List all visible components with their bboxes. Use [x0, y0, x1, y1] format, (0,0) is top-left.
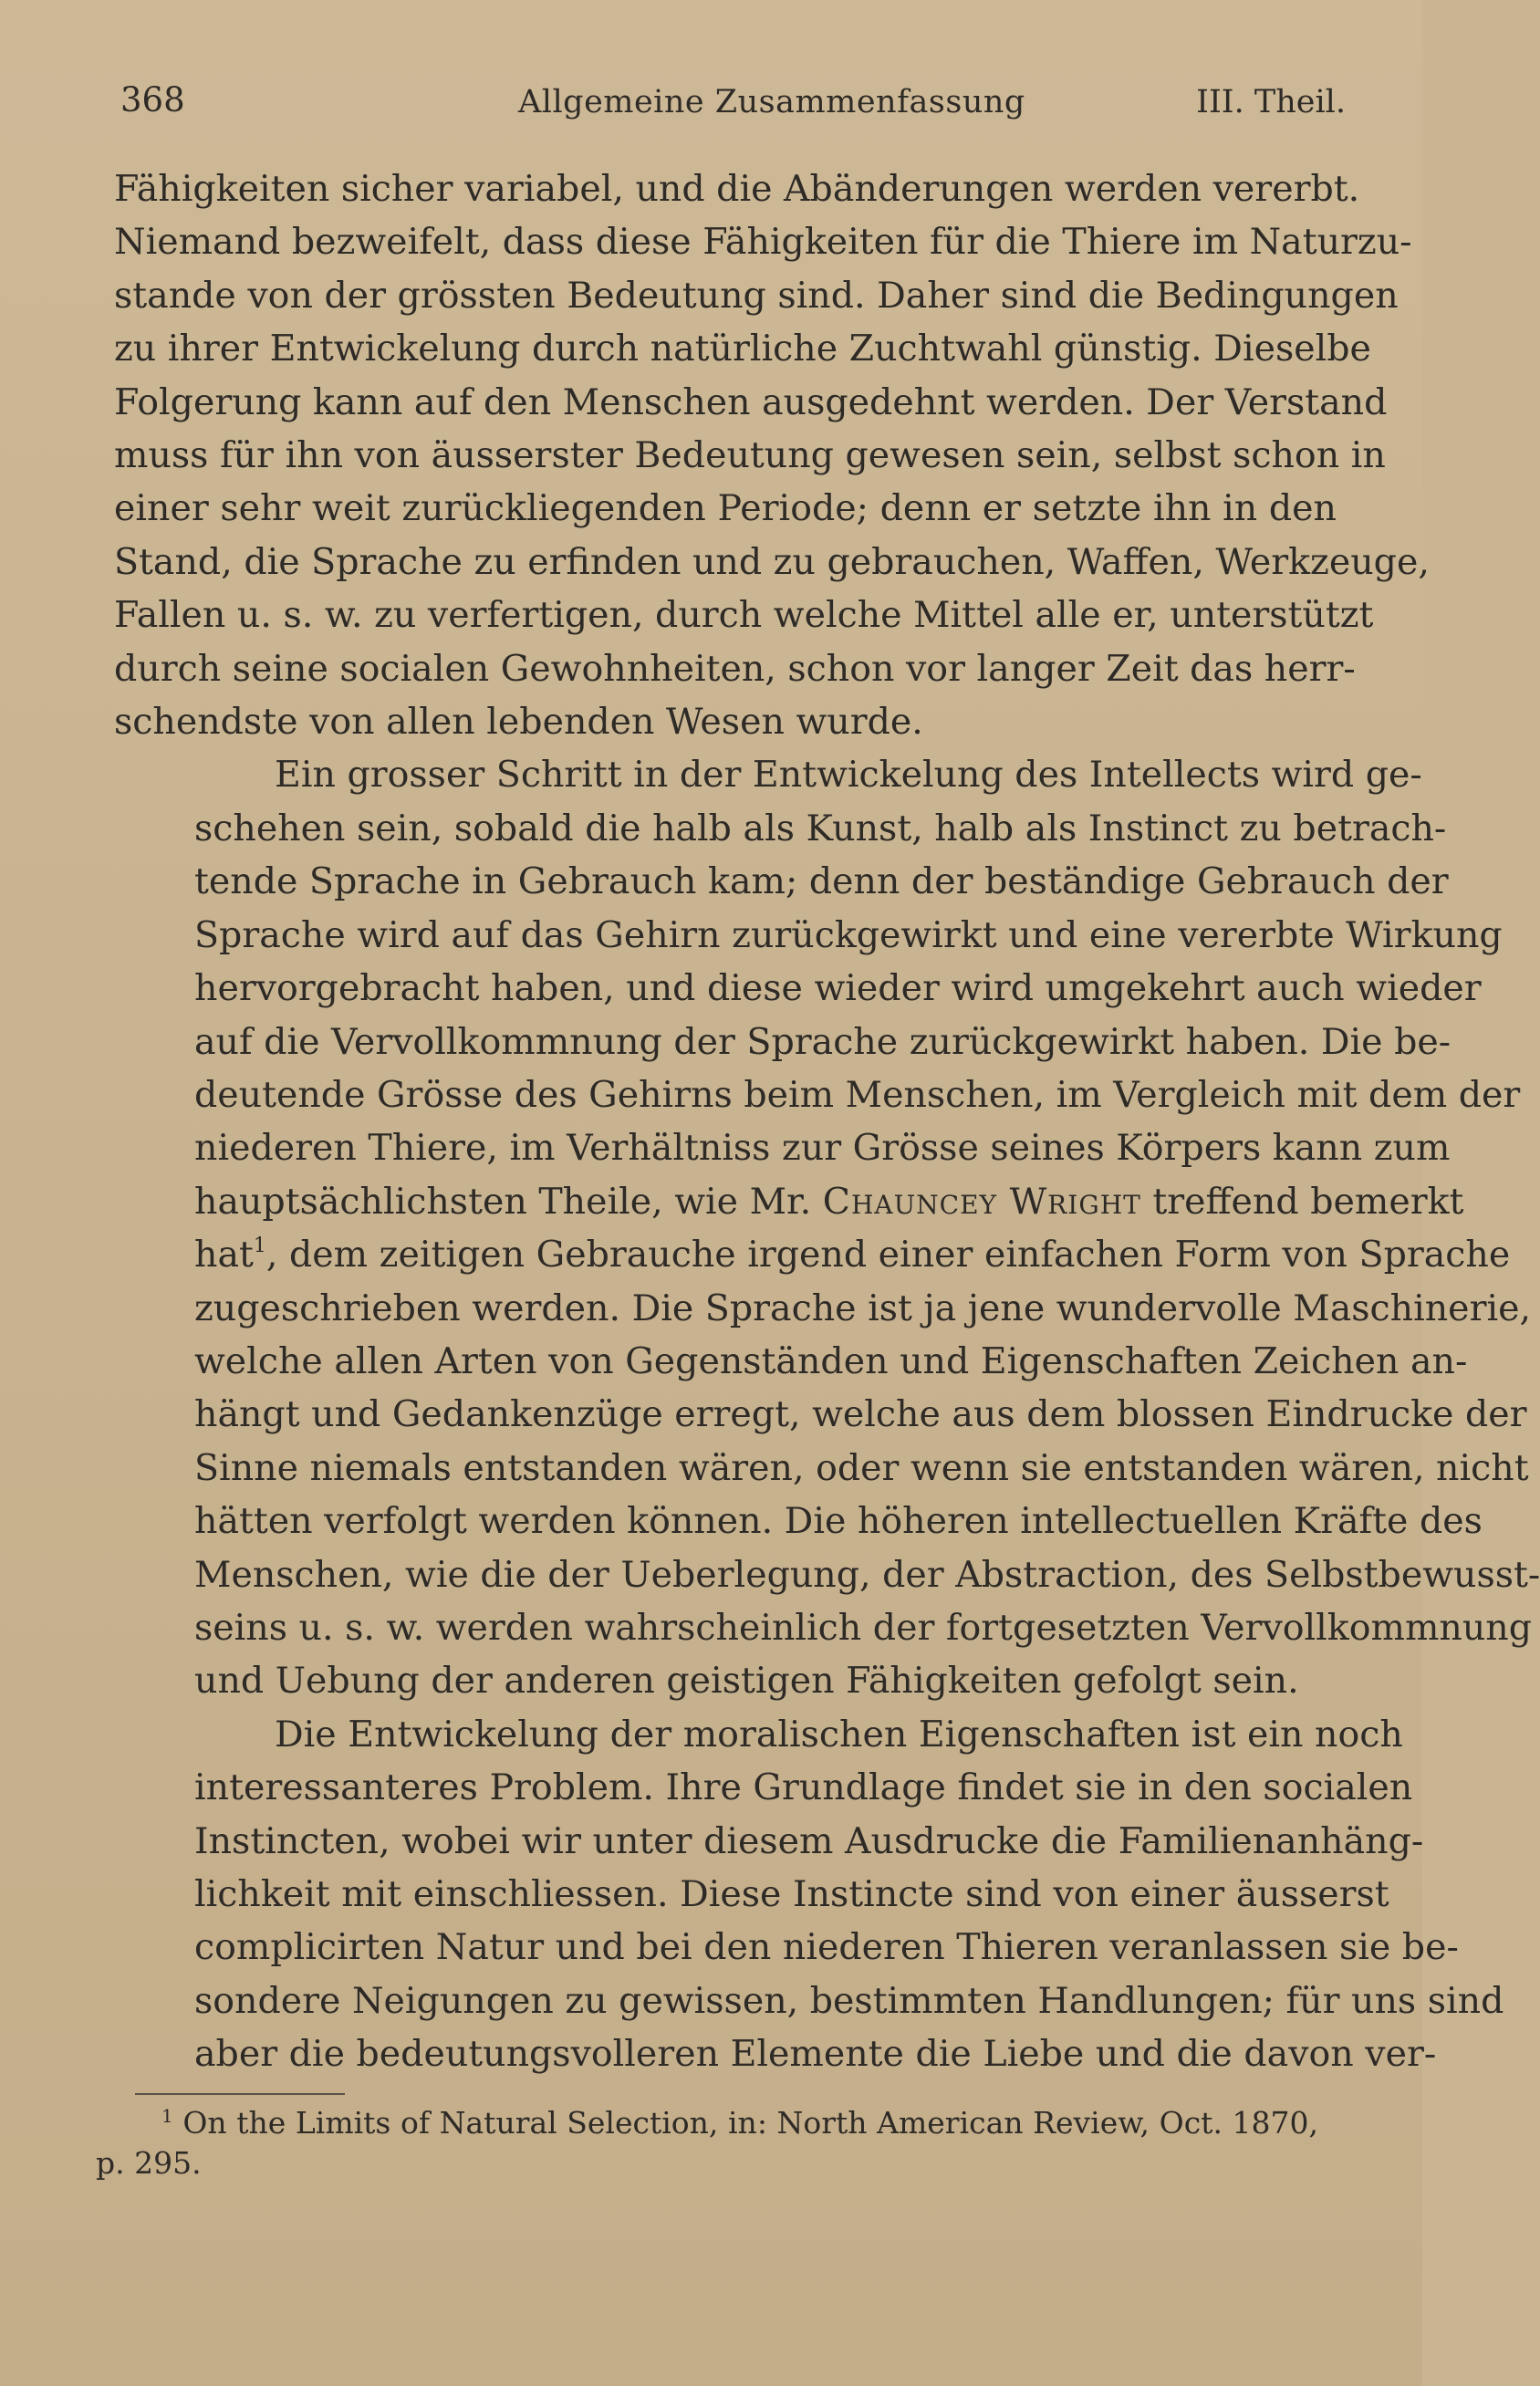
text-line: interessanteres Problem. Ihre Grundlage findet sie in den socialen: [194, 1766, 1413, 1809]
text-line: Instincten, wobei wir unter diesem Ausdrucke die Familienanhäng-: [194, 1819, 1424, 1862]
text-line: Folgerung kann auf den Menschen ausgedehnt werden. Der Verstand: [114, 380, 1388, 423]
text-line: stande von der grössten Bedeutung sind. Daher sind die Bedingungen: [114, 274, 1399, 317]
text-line-with-footnote-ref: [114, 1228, 1511, 1281]
paragraph: [114, 748, 1540, 1707]
text-line: complicirten Natur und bei den niederen Thieren veranlassen sie be-: [194, 1926, 1459, 1969]
text-line: zugeschrieben werden. Die Sprache ist ja jene wundervolle Maschinerie,: [194, 1287, 1532, 1329]
paragraph: [114, 162, 1430, 748]
text-line: Stand, die Sprache zu erfinden und zu gebrauchen, Waffen, Werkzeuge,: [114, 540, 1430, 583]
text-line: Die Entwickelung der moralischen Eigenschaften ist ein noch: [275, 1713, 1403, 1756]
footnote-mark: 1: [161, 2105, 173, 2127]
text-line: welche allen Arten von Gegenständen und Eigenschaften Zeichen an-: [194, 1339, 1468, 1382]
running-title: Allgemeine Zusammenfassung: [518, 84, 1025, 120]
text-line: hätten verfolgt werden können. Die höheren intellectuellen Kräfte des: [194, 1500, 1483, 1543]
text-line: schendste von allen lebenden Wesen wurde.: [114, 701, 923, 744]
text-line: deutende Grösse des Gehirns beim Menschen, im Vergleich mit dem der: [194, 1073, 1521, 1116]
author-name: Chauncey Wright: [822, 1180, 1141, 1223]
chapter-label: III. Theil.: [1196, 84, 1346, 120]
text-line: lichkeit mit einschliessen. Diese Instincte sind von einer äusserst: [194, 1873, 1389, 1915]
paragraph: [114, 1708, 1504, 2081]
text-line: niederen Thiere, im Verhältniss zur Grösse seines Körpers kann zum: [194, 1127, 1451, 1170]
text-line: Ein grosser Schritt in der Entwickelung des Intellects wird ge-: [275, 754, 1422, 797]
footnote-divider: [135, 2093, 345, 2095]
text-line: Fallen u. s. w. zu verfertigen, durch welche Mittel alle er, unterstützt: [114, 594, 1374, 637]
text-line: und Uebung der anderen geistigen Fähigkeiten gefolgt sein.: [194, 1660, 1299, 1703]
text-line: Menschen, wie die der Ueberlegung, der Abstraction, des Selbstbewusst-: [194, 1553, 1540, 1596]
text-segment: , dem zeitigen Gebrauche irgend einer einfachen Form von Sprache: [265, 1234, 1511, 1276]
text-line: einer sehr weit zurückliegenden Periode; denn er setzte ihn in den: [114, 487, 1337, 530]
text-line: Fähigkeiten sicher variabel, und die Abänderungen werden vererbt.: [114, 168, 1360, 210]
text-segment: hat: [194, 1234, 254, 1276]
text-line: zu ihrer Entwickelung durch natürliche Zuchtwahl günstig. Dieselbe: [114, 328, 1371, 370]
page-body: [114, 162, 1540, 2081]
text-line: Niemand bezweifelt, dass diese Fähigkeiten für die Thiere im Naturzu-: [114, 221, 1412, 264]
text-segment: treffend bemerkt: [1140, 1180, 1464, 1223]
text-line: hängt und Gedankenzüge erregt, welche aus dem blossen Eindrucke der: [194, 1393, 1527, 1436]
text-line: aber die bedeutungsvolleren Elemente die Liebe und die davon ver-: [194, 2033, 1437, 2076]
text-line: Sprache wird auf das Gehirn zurückgewirkt und eine vererbte Wirkung: [194, 913, 1503, 956]
text-line: Sinne niemals entstanden wären, oder wenn sie entstanden wären, nicht: [194, 1446, 1529, 1489]
text-line: muss für ihn von äusserster Bedeutung gewesen sein, selbst schon in: [114, 434, 1386, 477]
footnote-text: On the Limits of Natural Selection, in: North American Review, Oct. 1870,: [182, 2105, 1318, 2141]
footnote: [96, 2103, 1318, 2183]
text-line-with-name: [114, 1175, 1464, 1228]
text-line: hervorgebracht haben, und diese wieder wird umgekehrt auch wieder: [194, 967, 1482, 1010]
text-segment: hauptsächlichsten Theile, wie Mr.: [194, 1180, 823, 1223]
page-number: 368: [120, 80, 185, 120]
text-line: schehen sein, sobald die halb als Kunst, halb als Instinct zu betrach-: [194, 807, 1447, 849]
text-line: tende Sprache in Gebrauch kam; denn der beständige Gebrauch der: [194, 860, 1449, 903]
footnote-line: p. 295.: [96, 2145, 202, 2181]
text-line: seins u. s. w. werden wahrscheinlich der fortgesetzten Vervollkommnung: [194, 1606, 1533, 1649]
footnote-line: [96, 2103, 1318, 2143]
footnote-reference: 1: [253, 1235, 266, 1258]
text-line: sondere Neigungen zu gewissen, bestimmten Handlungen; für uns sind: [194, 1979, 1504, 2022]
running-header: [120, 80, 1346, 135]
text-line: durch seine socialen Gewohnheiten, schon vor langer Zeit das herr-: [114, 647, 1356, 690]
text-line: auf die Vervollkommnung der Sprache zurückgewirkt haben. Die be-: [194, 1020, 1452, 1063]
